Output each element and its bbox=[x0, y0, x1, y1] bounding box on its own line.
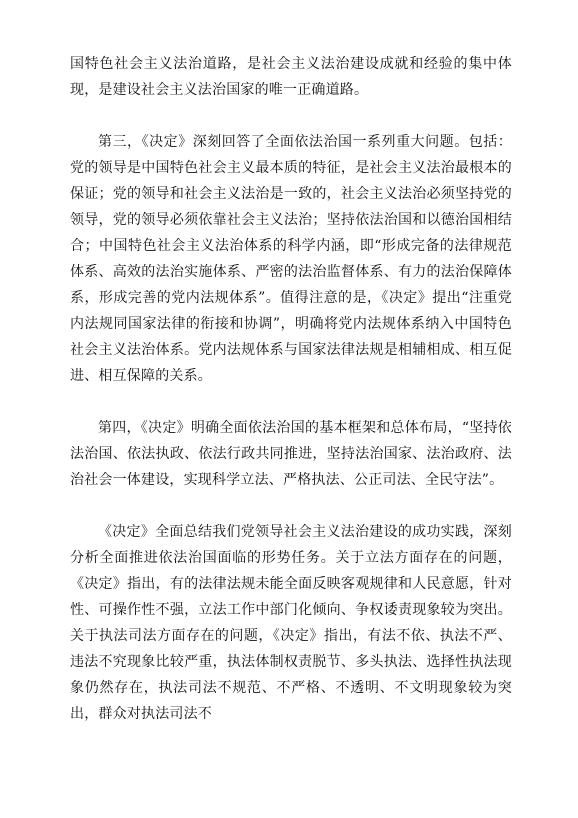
document-page bbox=[70, 51, 512, 753]
paragraph-summary: 《决定》全面总结我们党领导社会主义法治建设的成功实践，深刻分析全面推进依法治国面临的形势任务。关于立法方面存在的问题，《决定》指出，有的法律法规未能全面反映客观规律和人民意愿，针对性、可操作性不强，立法工作中部门化倾向、争权诿责现象较为突出。关于执法司法方面存在的问题，《决定》指出，有法不依、执法不严、违法不究现象比较严重，执法体制权责脱节、多头执法、选择性执法现象仍然存在，执法司法不规范、不严格、不透明、不文明现象较为突出，群众对执法司法不 bbox=[70, 524, 512, 722]
paragraph-continuation: 国特色社会主义法治道路，是社会主义法治建设成就和经验的集中体现，是建设社会主义法治国家的唯一正确道路。 bbox=[70, 56, 512, 98]
paragraph-fourth-point: 第四，《决定》明确全面依法治国的基本框架和总体布局，“坚持依法治国、依法执政、依法行政共同推进，坚持法治国家、法治政府、法治社会一体建设，实现科学立法、严格执法、公正司法、全民守法”。 bbox=[70, 420, 512, 488]
paragraph-third-point: 第三，《决定》深刻回答了全面依法治国一系列重大问题。包括：党的领导是中国特色社会主义最本质的特征，是社会主义法治最根本的保证；党的领导和社会主义法治是一致的，社会主义法治必须坚持党的领导，党的领导必须依靠社会主义法治；坚持依法治国和以德治国相结合；中国特色社会主义法治体系的科学内涵，即“形成完备的法律规范体系、高效的法治实施体系、严密的法治监督体系、有力的法治保障体系，形成完善的党内法规体系”。值得注意的是，《决定》提出“注重党内法规同国家法律的衔接和协调”，明确将党内法规体系纳入中国特色社会主义法治体系。党内法规体系与国家法律法规是相辅相成、相互促进、相互保障的关系。 bbox=[70, 134, 512, 384]
